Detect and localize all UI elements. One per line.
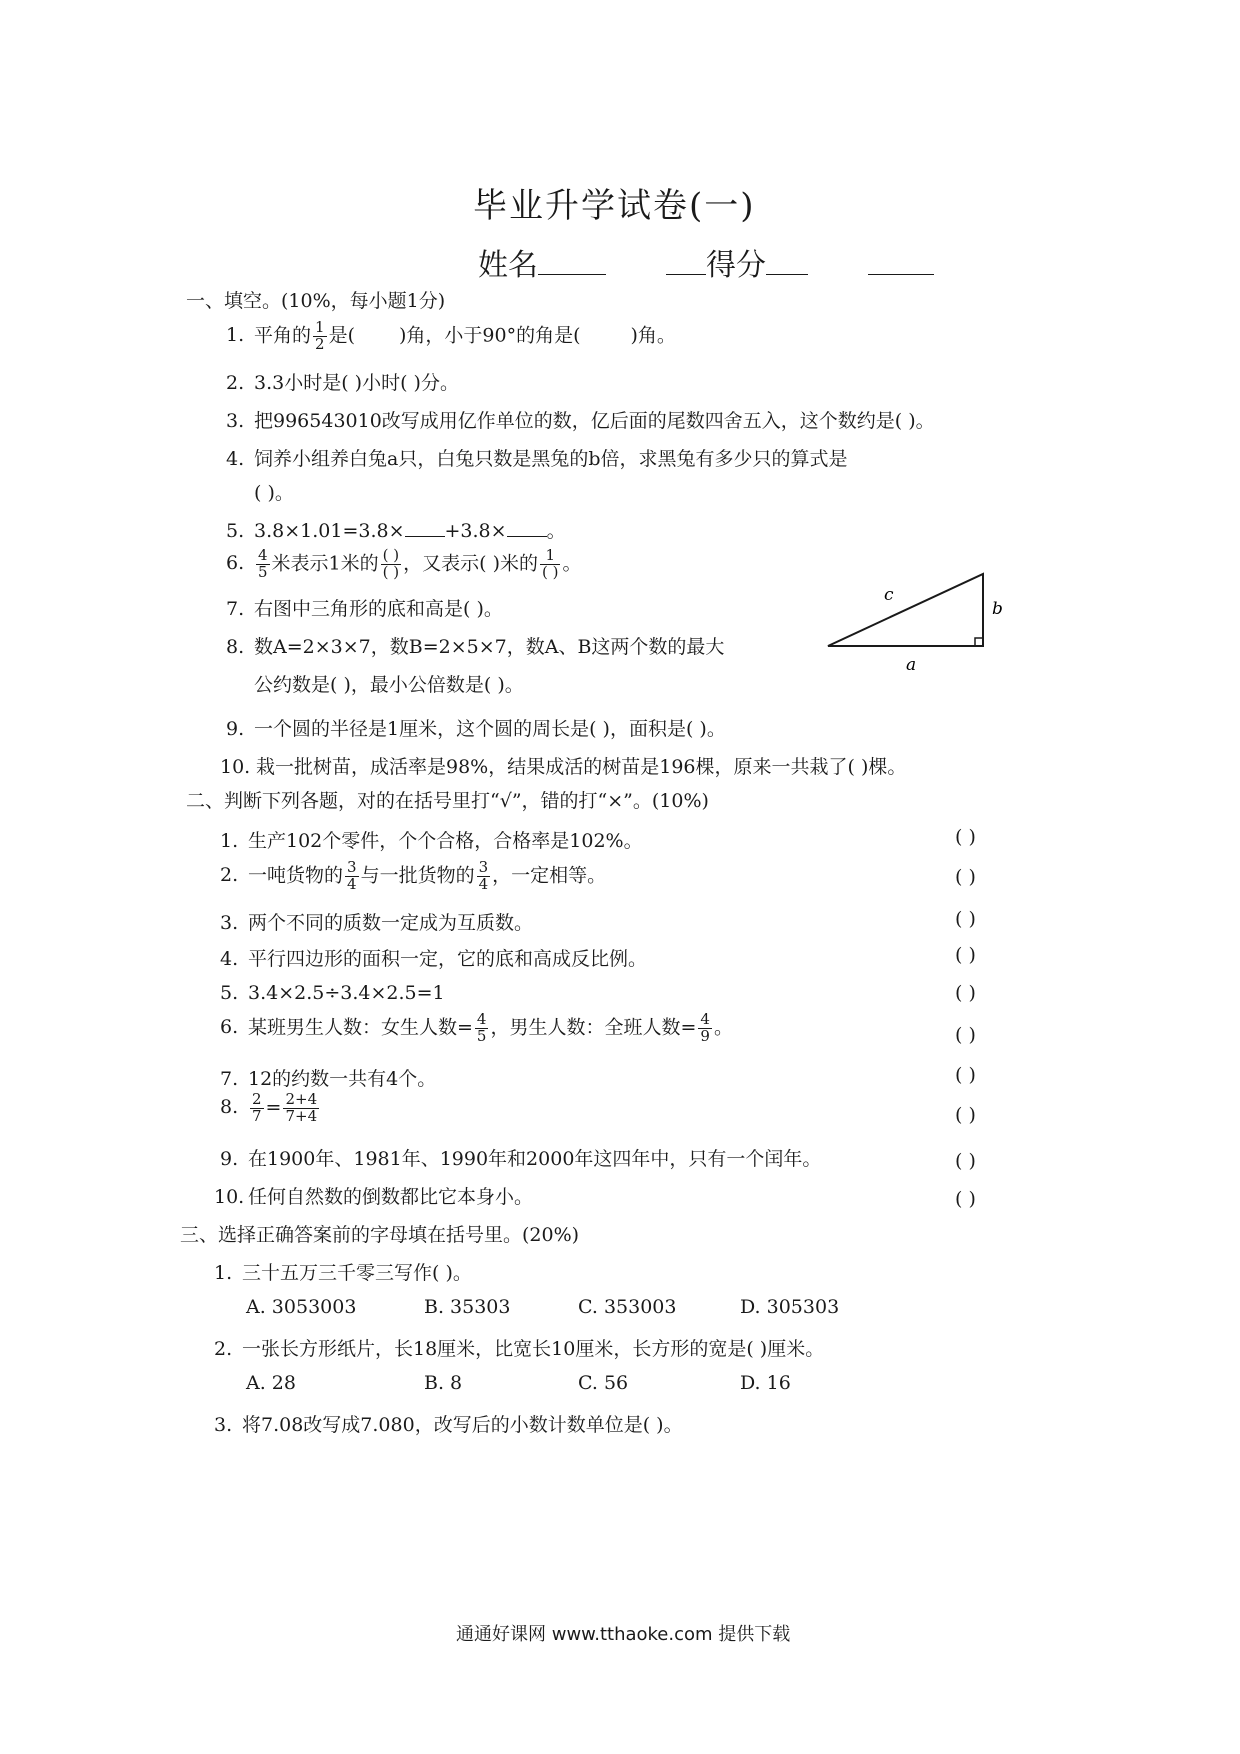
s3-question-2: 2. 一张长方形纸片，长18厘米，比宽长10厘米，长方形的宽是( )厘米。 (214, 1338, 825, 1360)
name-label: 姓名 (478, 248, 538, 283)
fraction: $\frac{3}{4}$ (478, 858, 489, 893)
page-title: 毕业升学试卷(一) (473, 186, 756, 226)
name-score-line (478, 240, 934, 284)
fraction: $\frac{3}{4}$ (347, 858, 357, 893)
fraction: $\frac{2+4}{7+4}$ (285, 1090, 318, 1125)
extra-blank (868, 274, 934, 275)
right-triangle-figure (826, 570, 1006, 680)
fraction: $\frac{1}{( )}$ (542, 546, 559, 581)
score-blank (766, 274, 808, 275)
s2-question-3: 3. 两个不同的质数一定成为互质数。 (220, 912, 534, 934)
s1-question-1: 1. 平角的 $\frac{1}{2}$ 是( )角，小于90°的角是( )角。 (226, 318, 676, 353)
s3-question-1: 1. 三十五万三千零三写作( )。 (214, 1262, 472, 1284)
fraction: $\frac{2}{7}$ (252, 1090, 262, 1125)
answer-paren: ( ) (955, 1188, 976, 1210)
score-label: 得分 (706, 248, 766, 283)
s2-question-5: 5. 3.4×2.5÷3.4×2.5=1 (220, 982, 445, 1004)
section2-heading: 二、判断下列各题，对的在括号里打“√”，错的打“×”。(10%) (186, 790, 709, 812)
fraction: $\frac{4}{5}$ (476, 1010, 487, 1045)
s1-question-3: 3. 把996543010改写成用亿作单位的数，亿后面的尾数四舍五入，这个数约是( )。 (226, 410, 935, 432)
answer-paren: ( ) (955, 1104, 976, 1126)
fraction: $\frac{( )}{( )}$ (382, 546, 400, 581)
answer-paren: ( ) (955, 982, 976, 1004)
triangle-label-a: a (906, 655, 917, 675)
s1-question-6: 6. $\frac{4}{5}$ 米表示1米的 $\frac{( )}{( )}$ ，又表示( )米的 $\frac{1}{( )}$ 。 (226, 546, 582, 581)
s1-question-8-line2: 公约数是( )，最小公倍数是( )。 (254, 674, 524, 696)
s3-question-3: 3. 将7.08改写成7.080，改写后的小数计数单位是( )。 (214, 1414, 683, 1436)
footer-download-note: 通通好课网 www.tthaoke.com 提供下载 (456, 1624, 791, 1645)
score-pre-blank (666, 274, 706, 275)
fraction: $\frac{1}{2}$ (315, 318, 325, 353)
answer-paren: ( ) (955, 1150, 976, 1172)
s1-question-10: 10. 栽一批树苗，成活率是98%，结果成活的树苗是196棵，原来一共栽了( )棵。 (220, 756, 907, 778)
answer-paren: ( ) (955, 908, 976, 930)
s2-question-4: 4. 平行四边形的面积一定，它的底和高成反比例。 (220, 948, 648, 970)
s1-question-5: 5. 3.8×1.01=3.8× +3.8× 。 (226, 520, 566, 542)
triangle-label-c: c (884, 585, 894, 605)
s1-question-4: 4. 饲养小组养白兔a只，白兔只数是黑兔的b倍，求黑兔有多少只的算式是 (226, 448, 848, 470)
option-c: C. 353003 (578, 1296, 677, 1318)
s2-question-9: 9. 在1900年、1981年、1990年和2000年这四年中，只有一个闰年。 (220, 1148, 822, 1170)
s1-question-8: 8. 数A=2×3×7，数B=2×5×7，数A、B这两个数的最大 (226, 636, 725, 658)
s1-question-4-line2: ( )。 (254, 482, 294, 504)
answer-paren: ( ) (955, 944, 976, 966)
section3-heading: 三、选择正确答案前的字母填在括号里。(20%) (180, 1224, 580, 1246)
s1-question-2: 2. 3.3小时是( )小时( )分。 (226, 372, 459, 394)
answer-paren: ( ) (955, 826, 976, 848)
option-b: B. 8 (424, 1372, 463, 1394)
s1-question-9: 9. 一个圆的半径是1厘米，这个圆的周长是( )，面积是( )。 (226, 718, 726, 740)
section1-heading: 一、填空。(10%，每小题1分) (186, 290, 446, 312)
answer-paren: ( ) (955, 866, 976, 888)
s1-question-7: 7. 右图中三角形的底和高是( )。 (226, 598, 503, 620)
option-d: D. 305303 (740, 1296, 840, 1318)
option-c: C. 56 (578, 1372, 629, 1394)
answer-paren: ( ) (955, 1024, 976, 1046)
answer-paren: ( ) (955, 1064, 976, 1086)
name-blank (538, 274, 606, 275)
fraction: $\frac{4}{9}$ (700, 1010, 710, 1045)
s2-question-7: 7. 12的约数一共有4个。 (220, 1068, 437, 1090)
option-a: A. 28 (246, 1372, 296, 1394)
s2-question-6: 6. 某班男生人数：女生人数= $\frac{4}{5}$ ，男生人数：全班人数= $\frac{4}{9}$ 。 (220, 1010, 733, 1045)
option-d: D. 16 (740, 1372, 791, 1394)
option-a: A. 3053003 (246, 1296, 357, 1318)
s2-question-1: 1. 生产102个零件，个个合格，合格率是102%。 (220, 830, 643, 852)
s2-question-10: 10. 任何自然数的倒数都比它本身小。 (214, 1186, 534, 1208)
s2-question-2: 2. 一吨货物的 $\frac{3}{4}$ 与一批货物的 $\frac{3}{4}$ ，一定相等。 (220, 858, 607, 893)
s2-question-8: 8. $\frac{2}{7}$ = $\frac{2+4}{7+4}$ (220, 1090, 318, 1125)
triangle-label-b: b (992, 599, 1003, 619)
option-b: B. 35303 (424, 1296, 511, 1318)
fraction: $\frac{4}{5}$ (258, 546, 268, 581)
